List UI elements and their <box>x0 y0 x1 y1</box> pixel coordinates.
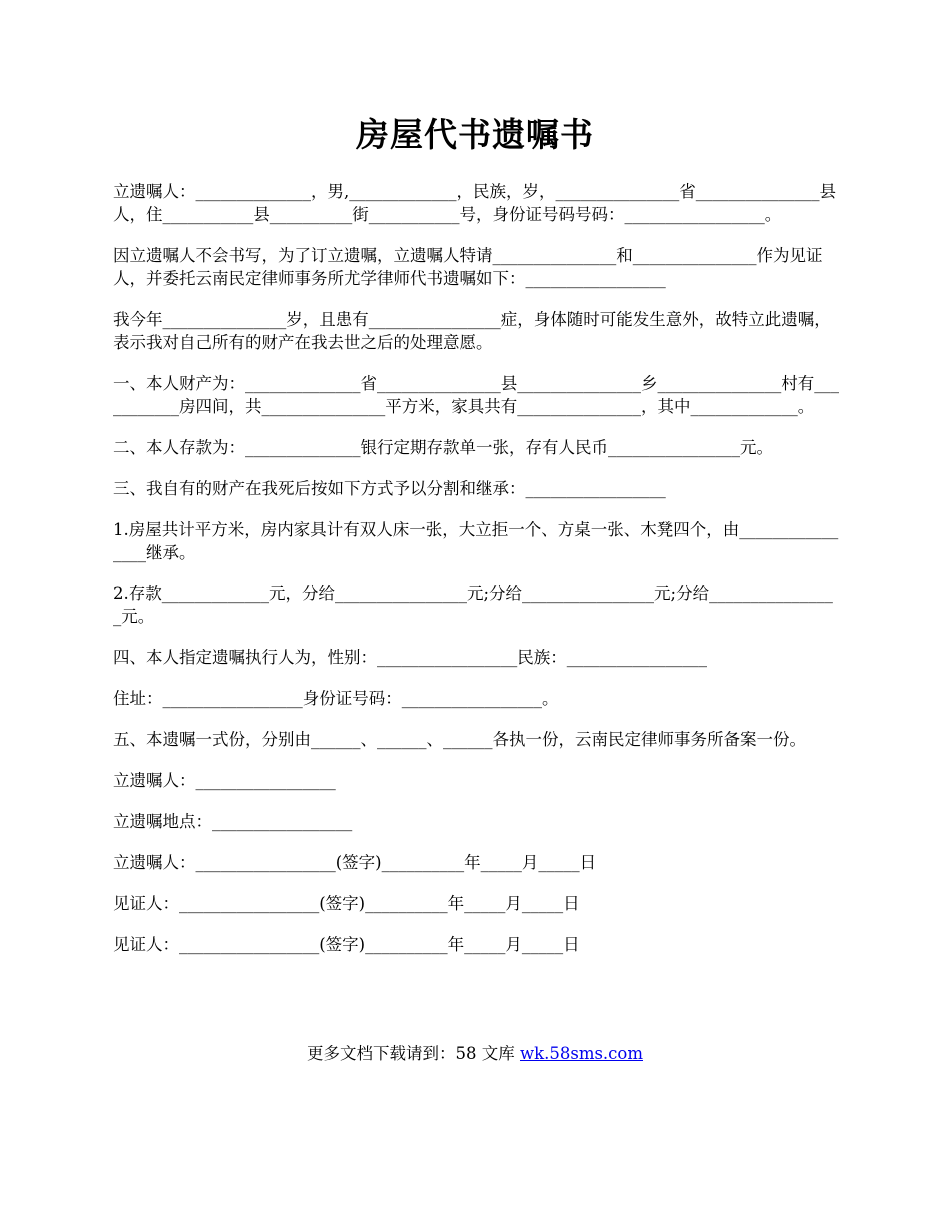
paragraph-distribution: 三、我自有的财产在我死后按如下方式予以分割和继承：_________________ <box>113 479 666 498</box>
footer-prefix: 更多文档下载请到：58 文库 <box>306 1044 520 1063</box>
paragraph-statement: 我今年_______________岁，且患有________________症，身体随时可能发生意外，故特立此遗嘱，表示我对自己所有的财产在我去世之后的处理意愿。 <box>113 310 831 352</box>
paragraph-house-item: 1.房屋共计平方米，房内家具计有双人床一张，大立拒一个、方桌一张、木凳四个，由________________继承。 <box>113 520 839 562</box>
paragraph-executor: 四、本人指定遗嘱执行人为，性别：_________________民族：_________________ <box>113 648 707 667</box>
document-body <box>113 180 841 974</box>
paragraph-property: 一、本人财产为：______________省_______________县_______________乡_______________村有___________房四间，共_______________平方米，家具共有_______________，其中_____________。 <box>113 374 839 416</box>
paragraph-witness-signature-1: 见证人：_________________(签字)__________年_____月_____日 <box>113 894 580 913</box>
document-title: 房屋代书遗嘱书 <box>356 115 594 154</box>
paragraph-testator-signature-date: 立遗嘱人：_________________(签字)__________年_____月_____日 <box>113 853 597 872</box>
footer-link[interactable]: wk.58sms.com <box>519 1044 643 1063</box>
paragraph-deposit-item: 2.存款_____________元，分给________________元;分给________________元;分给________________元。 <box>113 584 833 626</box>
paragraph-address: 住址：_________________身份证号码：_________________。 <box>113 689 559 708</box>
paragraph-witness-signature-2: 见证人：_________________(签字)__________年_____月_____日 <box>113 935 580 954</box>
paragraph-location: 立遗嘱地点：_________________ <box>113 812 353 831</box>
footer-download-note <box>0 1042 950 1065</box>
paragraph-deposits: 二、本人存款为：______________银行定期存款单一张，存有人民币________________元。 <box>113 438 773 457</box>
paragraph-copies: 五、本遗嘱一式份，分别由______、______、______各执一份，云南民定律师事务所备案一份。 <box>113 730 806 749</box>
paragraph-testator-sign: 立遗嘱人：_________________ <box>113 771 336 790</box>
paragraph-testator-info: 立遗嘱人：______________，男,_____________，民族，岁，_______________省_______________县人，住___________县__________街___________号，身份证号码号码：_________________。 <box>113 182 836 224</box>
paragraph-witness-request: 因立遗嘱人不会书写，为了订立遗嘱，立遗嘱人特请_______________和_______________作为见证人，并委托云南民定律师事务所尤学律师代书遗嘱如下：_________________ <box>113 246 823 288</box>
